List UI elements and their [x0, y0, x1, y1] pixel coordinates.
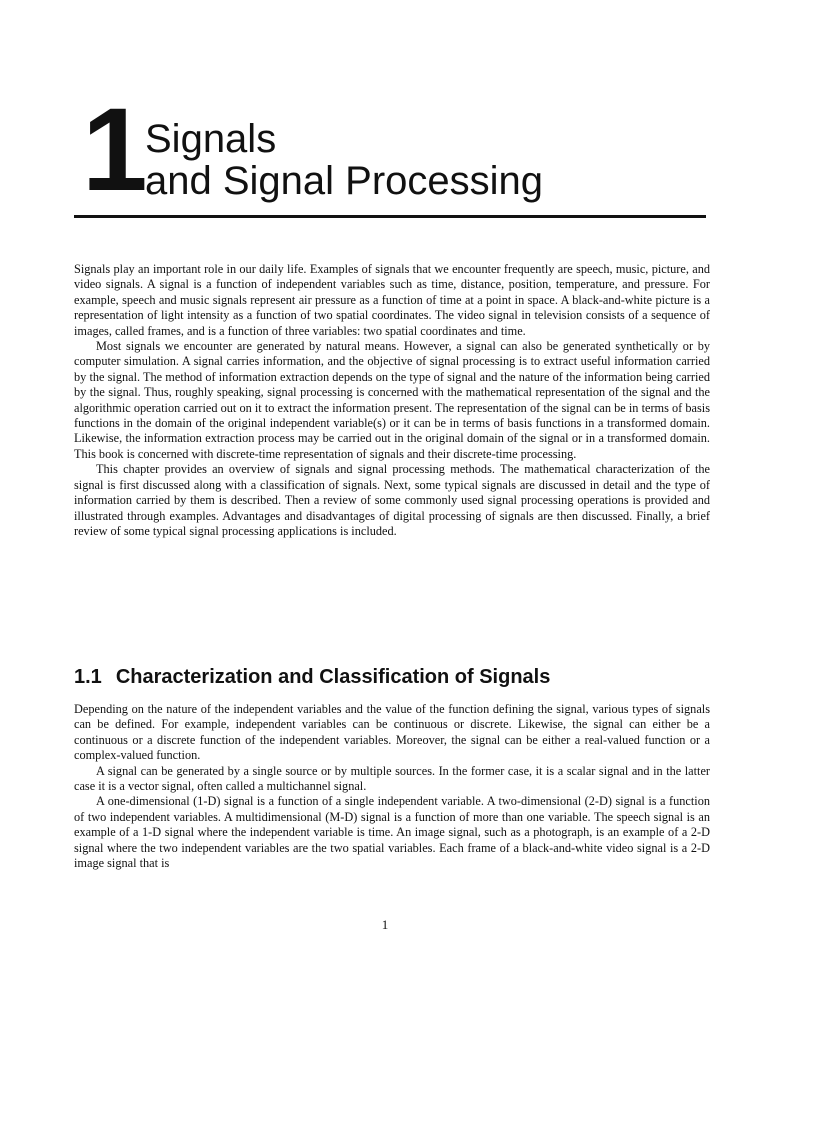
section-text — [74, 702, 710, 871]
chapter-title-line-1: Signals — [145, 117, 277, 161]
chapter-title-line-2: and Signal Processing — [145, 159, 544, 203]
paragraph: A one-dimensional (1-D) signal is a function of a single independent variable. A two-dimensional (2-D) signal is a function of two independent variables. A multidimensional (M-D) signal is a function of more than one variable. The speech signal is an example of a 1-D signal where the independent variable is time. An image signal, such as a photograph, is an example of a 2-D signal where the two independent variables are the two spatial variables. Each frame of a black-and-white video signal is a 2-D image signal that is — [74, 794, 710, 871]
paragraph: A signal can be generated by a single source or by multiple sources. In the former case, it is a scalar signal and in the latter case it is a vector signal, often called a multichannel signal. — [74, 763, 710, 794]
section-title: Characterization and Classification of Signals — [115, 666, 551, 688]
paragraph: This chapter provides an overview of signals and signal processing methods. The mathematical characterization of the signal is first discussed along with a classification of signals. Next, some typical signals are discussed in detail and the type of information carried by them is described. Then a review of some commonly used signal processing operations is provided and illustrated through examples. Advantages and disadvantages of digital processing of signals are then discussed. Finally, a brief review of some typical signal processing applications is included. — [74, 462, 710, 538]
paragraph: Depending on the nature of the independent variables and the value of the function defining the signal, various types of signals can be defined. For example, independent variables can be continuous or discrete. Likewise, the signal can either be a continuous or a discrete function of the independent variables. Moreover, the signal can be either a real-valued function or a complex-valued function. — [74, 702, 710, 763]
chapter-number: 1 — [82, 84, 146, 216]
chapter-title — [145, 118, 543, 202]
section-number: 1.1 — [74, 666, 102, 688]
section-heading — [74, 665, 550, 689]
paragraph: Signals play an important role in our daily life. Examples of signals that we encounter frequently are speech, music, picture, and video signals. A signal is a function of independent variables such as time, distance, position, temperature, and pressure. For example, speech and music signals represent air pressure as a function of time at a point in space. A black-and-white picture is a representation of light intensity as a function of two spatial coordinates. The video signal in television consists of a sequence of images, called frames, and is a function of three variables: two spatial coordinates and time. — [74, 262, 710, 338]
page-number: 1 — [381, 917, 389, 932]
intro-text — [74, 262, 710, 539]
paragraph: Most signals we encounter are generated by natural means. However, a signal can also be generated synthetically or by computer simulation. A signal carries information, and the objective of signal processing is to extract useful information carried by the signal. The method of information extraction depends on the type of signal and the nature of the information being carried by the signal. Thus, roughly speaking, signal processing is concerned with the mathematical representation of the signal and the algorithmic operation carried out on it to extract the information present. The representation of the signal can be in terms of basis functions in the domain of the original independent variable(s) or it can be in terms of basis functions in a transformed domain. Likewise, the information extraction process may be carried out in the original domain of the signal or in a transformed domain. This book is concerned with discrete-time representation of signals and their discrete-time processing. — [74, 339, 710, 461]
chapter-divider — [74, 215, 706, 218]
